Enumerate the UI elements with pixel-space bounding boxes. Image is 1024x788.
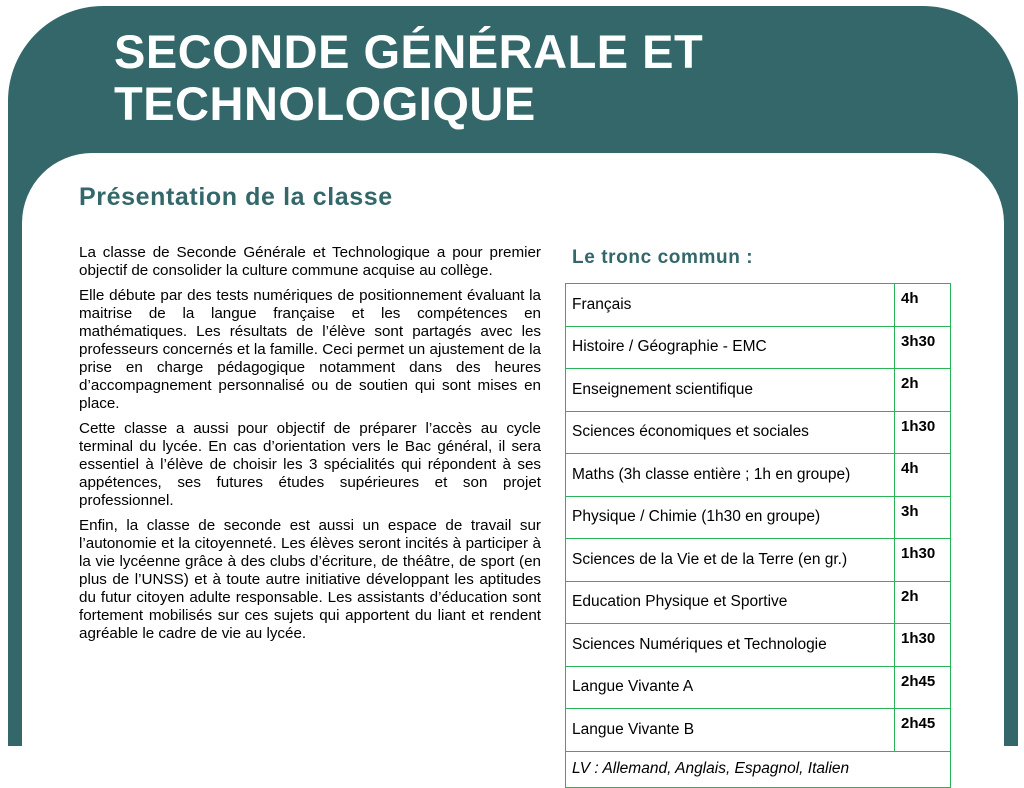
table-row [566,666,951,709]
hours-cell: 4h [895,454,951,497]
table-row [566,369,951,412]
subject-cell: Langue Vivante B [566,709,895,752]
hours-cell: 1h30 [895,539,951,582]
languages-note: LV : Allemand, Anglais, Espagnol, Italien [566,751,951,788]
table-row [566,284,951,327]
paragraph: Cette classe a aussi pour objectif de préparer l’accès au cycle terminal du lycée. En cas d’orientation vers le Bac général, il sera essentiel à l’élève de choisir les 3 spécialités qui répondent à ses appétences, ses futures études supérieures et son projet professionnel. [79,420,541,509]
hours-cell: 2h [895,369,951,412]
subject-cell: Maths (3h classe entière ; 1h en groupe) [566,454,895,497]
table-row [566,709,951,752]
table-row [566,496,951,539]
hours-cell: 1h30 [895,624,951,667]
table-row [566,454,951,497]
table-row [566,624,951,667]
hours-cell: 2h [895,581,951,624]
hours-cell: 4h [895,284,951,327]
page-title-line-2: TECHNOLOGIQUE [114,77,536,130]
subject-cell: Langue Vivante A [566,666,895,709]
table-row [566,581,951,624]
table-row [566,411,951,454]
subject-cell: Enseignement scientifique [566,369,895,412]
section-title: Présentation de la classe [79,183,393,211]
hours-cell: 2h45 [895,666,951,709]
tronc-commun-table [565,283,951,788]
subject-cell: Physique / Chimie (1h30 en groupe) [566,496,895,539]
paragraph: Elle débute par des tests numériques de positionnement évaluant la maitrise de la langue française et les compétences en mathématiques. Les résultats de l’élève sont partagés avec les professeurs concernés et la famille. Ceci permet un ajustement de la prise en charge pédagogique notamment dans des heures d’accompagnement personnalisé ou de soutien qui sont mises en place. [79,287,541,412]
hours-cell: 2h45 [895,709,951,752]
page-title [114,26,703,130]
tronc-commun-title: Le tronc commun : [572,247,754,268]
subject-cell: Sciences économiques et sociales [566,411,895,454]
paragraph: Enfin, la classe de seconde est aussi un espace de travail sur l’autonomie et la citoyenneté. Les élèves seront incités à participer à la vie lycéenne grâce à des clubs d’écriture, de théâtre, de sport (en plus de l’UNSS) et à toute autre initiative développant les aptitudes du futur citoyen adulte responsable. Les assistants d’éducation sont fortement mobilisés sur ces sujets qui apportent du liant et rendent agréable le cadre de vie au lycée. [79,517,541,642]
table-row [566,539,951,582]
subject-cell: Sciences Numériques et Technologie [566,624,895,667]
page-title-line-1: SECONDE GÉNÉRALE ET [114,25,704,78]
subject-cell: Sciences de la Vie et de la Terre (en gr.) [566,539,895,582]
presentation-text [79,244,541,650]
subject-cell: Education Physique et Sportive [566,581,895,624]
subject-cell: Histoire / Géographie - EMC [566,326,895,369]
hours-cell: 3h [895,496,951,539]
hours-cell: 3h30 [895,326,951,369]
paragraph: La classe de Seconde Générale et Technologique a pour premier objectif de consolider la culture commune acquise au collège. [79,244,541,279]
hours-cell: 1h30 [895,411,951,454]
table-row [566,326,951,369]
table-row-note [566,751,951,788]
subject-cell: Français [566,284,895,327]
